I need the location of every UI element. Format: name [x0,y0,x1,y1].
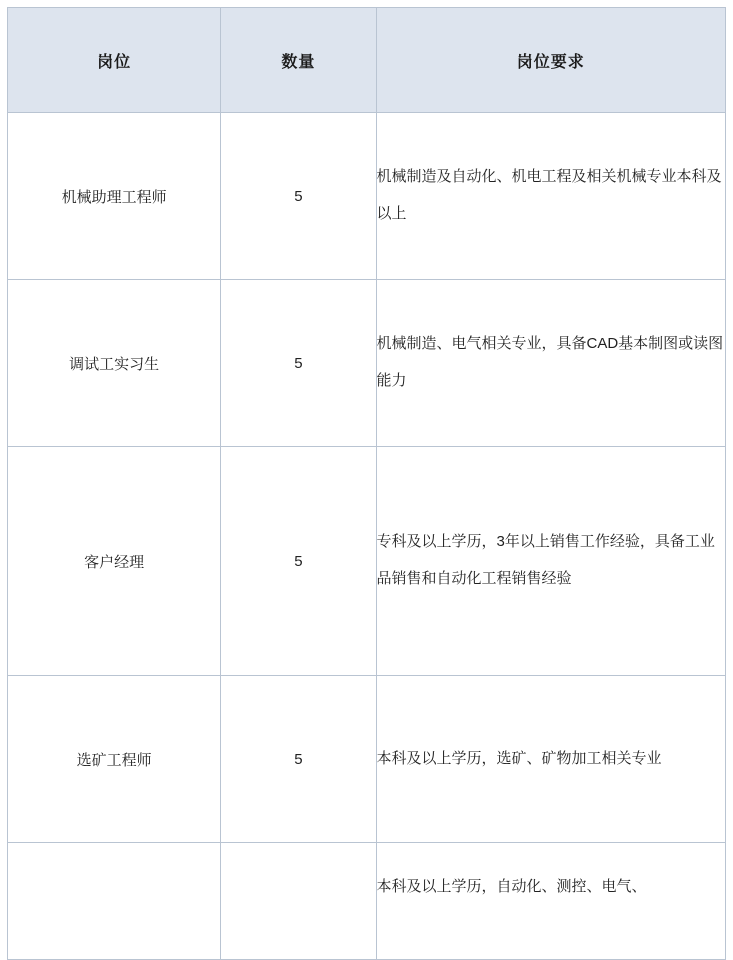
column-header-count: 数量 [221,8,376,113]
cell-position: 调试工实习生 [8,280,221,447]
cell-requirement: 本科及以上学历，自动化、测控、电气、 [376,843,726,960]
table-header-row [8,8,726,113]
cell-position [8,843,221,960]
cell-position: 客户经理 [8,447,221,676]
cell-count [221,843,376,960]
column-header-position: 岗位 [8,8,221,113]
table-row [8,843,726,960]
cell-count: 5 [221,113,376,280]
table-header [8,8,726,113]
cell-requirement: 本科及以上学历，选矿、矿物加工相关专业 [376,676,726,843]
cell-count: 5 [221,676,376,843]
cell-requirement: 机械制造、电气相关专业，具备CAD基本制图或读图能力 [376,280,726,447]
cell-position: 机械助理工程师 [8,113,221,280]
table-row [8,113,726,280]
cell-position: 选矿工程师 [8,676,221,843]
table-row [8,280,726,447]
job-listing-table [7,7,726,960]
table-row [8,447,726,676]
cell-count: 5 [221,447,376,676]
column-header-requirement: 岗位要求 [376,8,726,113]
table-row [8,676,726,843]
cell-requirement: 专科及以上学历，3年以上销售工作经验，具备工业品销售和自动化工程销售经验 [376,447,726,676]
table-body [8,113,726,960]
cell-count: 5 [221,280,376,447]
cell-requirement: 机械制造及自动化、机电工程及相关机械专业本科及以上 [376,113,726,280]
